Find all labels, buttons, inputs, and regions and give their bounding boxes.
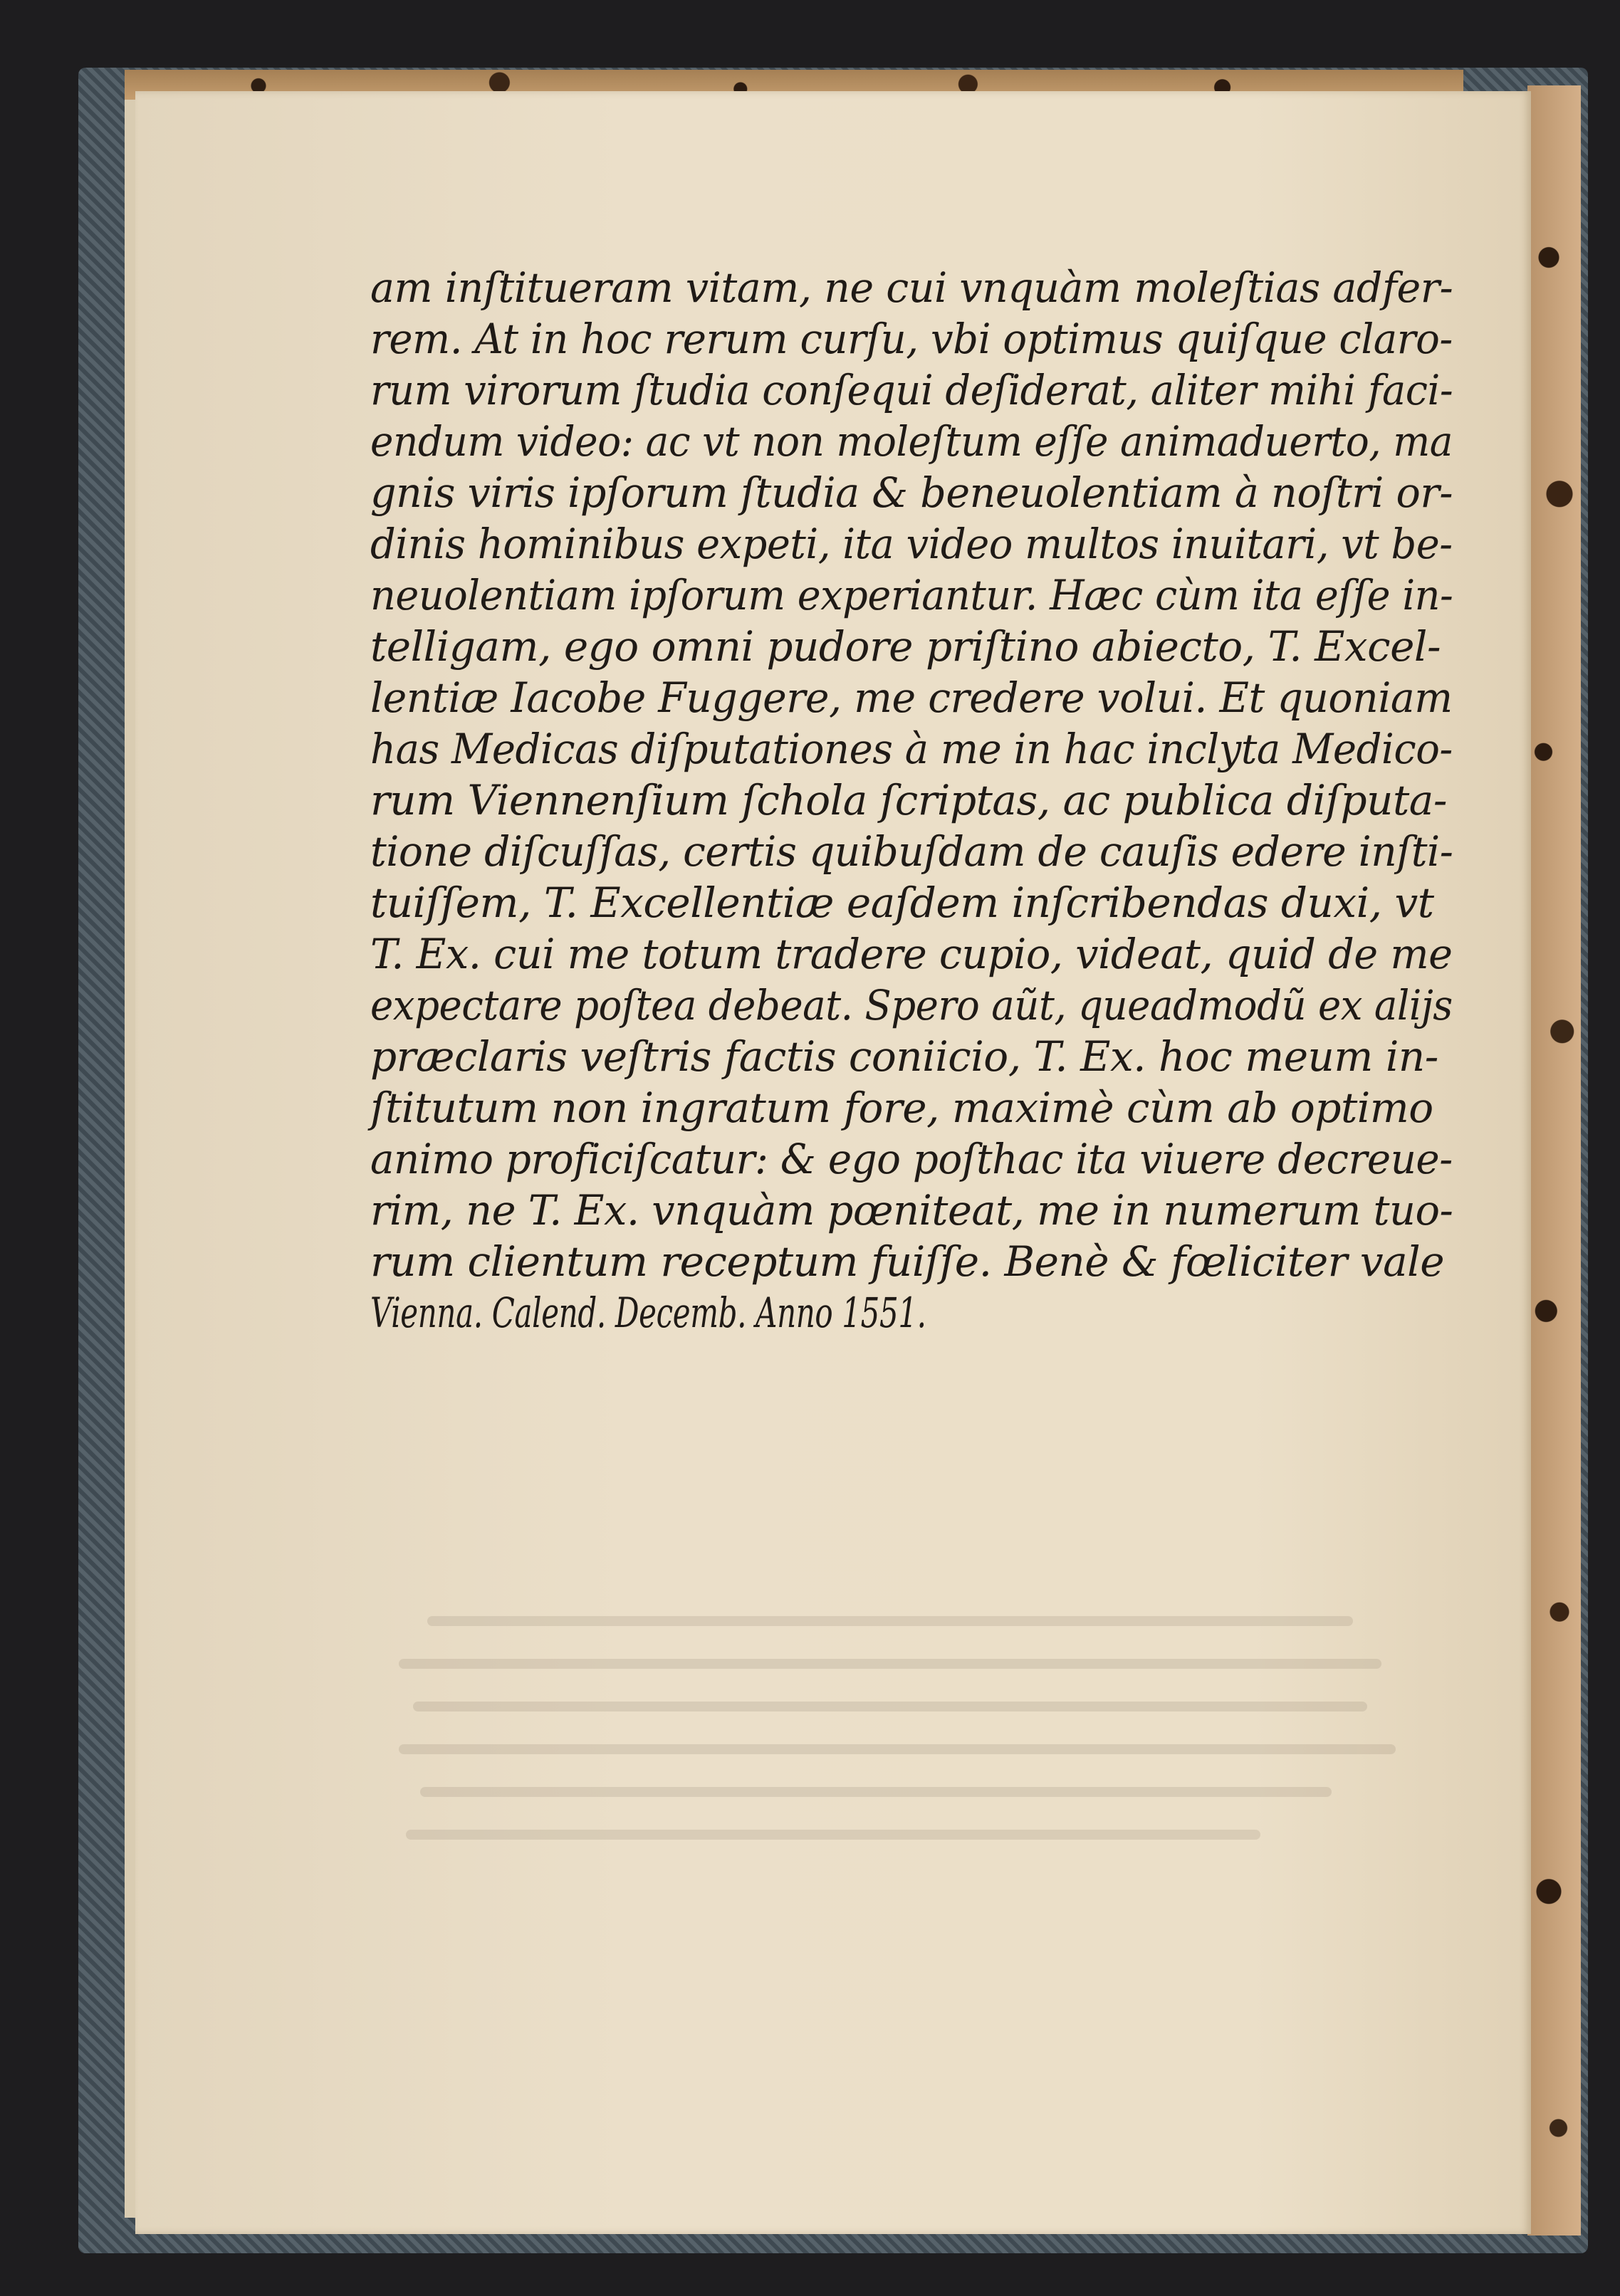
text-line: tione diſcuſſas, certis quibuſdam de cauſis edere inſti- (370, 827, 1453, 876)
text-line: rum virorum ſtudia conſequi deſiderat, aliter mihi faci- (370, 366, 1453, 414)
text-line: rum Viennenſium ſchola ſcriptas, ac publica diſputa- (370, 776, 1447, 824)
text-line: tuiſſem, T. Excellentiæ eaſdem inſcribendas duxi, vt (370, 879, 1434, 927)
page-gutter (125, 100, 136, 2218)
text-line: præclaris veſtris factis coniicio, T. Ex. hoc meum in- (370, 1032, 1438, 1081)
text-line: T. Ex. cui me totum tradere cupio, videat, quid de me (370, 930, 1453, 978)
text-line: rum clientum receptum fuiſſe. Benè & fœliciter vale (370, 1237, 1445, 1286)
text-line: am inſtitueram vitam, ne cui vnquàm moleſtias adfer- (370, 263, 1453, 312)
text-line: neuolentiam ipſorum experiantur. Hæc cùm ita eſſe in- (370, 571, 1453, 619)
text-line: Vienna. Calend. Decemb. Anno 1551. (370, 1289, 926, 1337)
bleed-through-text (399, 1616, 1410, 1858)
text-line: has Medicas diſputationes à me in hac inclyta Medico- (370, 725, 1453, 773)
text-line: animo proficiſcatur: & ego poſthac ita viuere decreue- (370, 1135, 1453, 1183)
text-line: endum video: ac vt non moleſtum eſſe animaduerto, ma (370, 417, 1453, 466)
text-line: rim, ne T. Ex. vnquàm pœniteat, me in numerum tuo- (370, 1186, 1453, 1235)
marbled-edge-right (1527, 85, 1581, 2235)
letter-text-block (370, 263, 1453, 1584)
text-line: telligam, ego omni pudore priſtino abiecto, T. Excel- (370, 622, 1441, 671)
text-line: ſtitutum non ingratum fore, maximè cùm ab optimo (370, 1084, 1433, 1132)
text-line: rem. At in hoc rerum curſu, vbi optimus quiſque claro- (370, 315, 1453, 363)
text-line: dinis hominibus expeti, ita video multos inuitari, vt be- (370, 520, 1453, 568)
text-line: gnis viris ipſorum ſtudia & beneuolentiam à noſtri or- (370, 468, 1453, 517)
text-line: expectare poſtea debeat. Spero aũt, queadmodũ ex alijs (370, 981, 1453, 1029)
text-line: lentiæ Iacobe Fuggere, me credere volui. Et quoniam (370, 673, 1453, 722)
